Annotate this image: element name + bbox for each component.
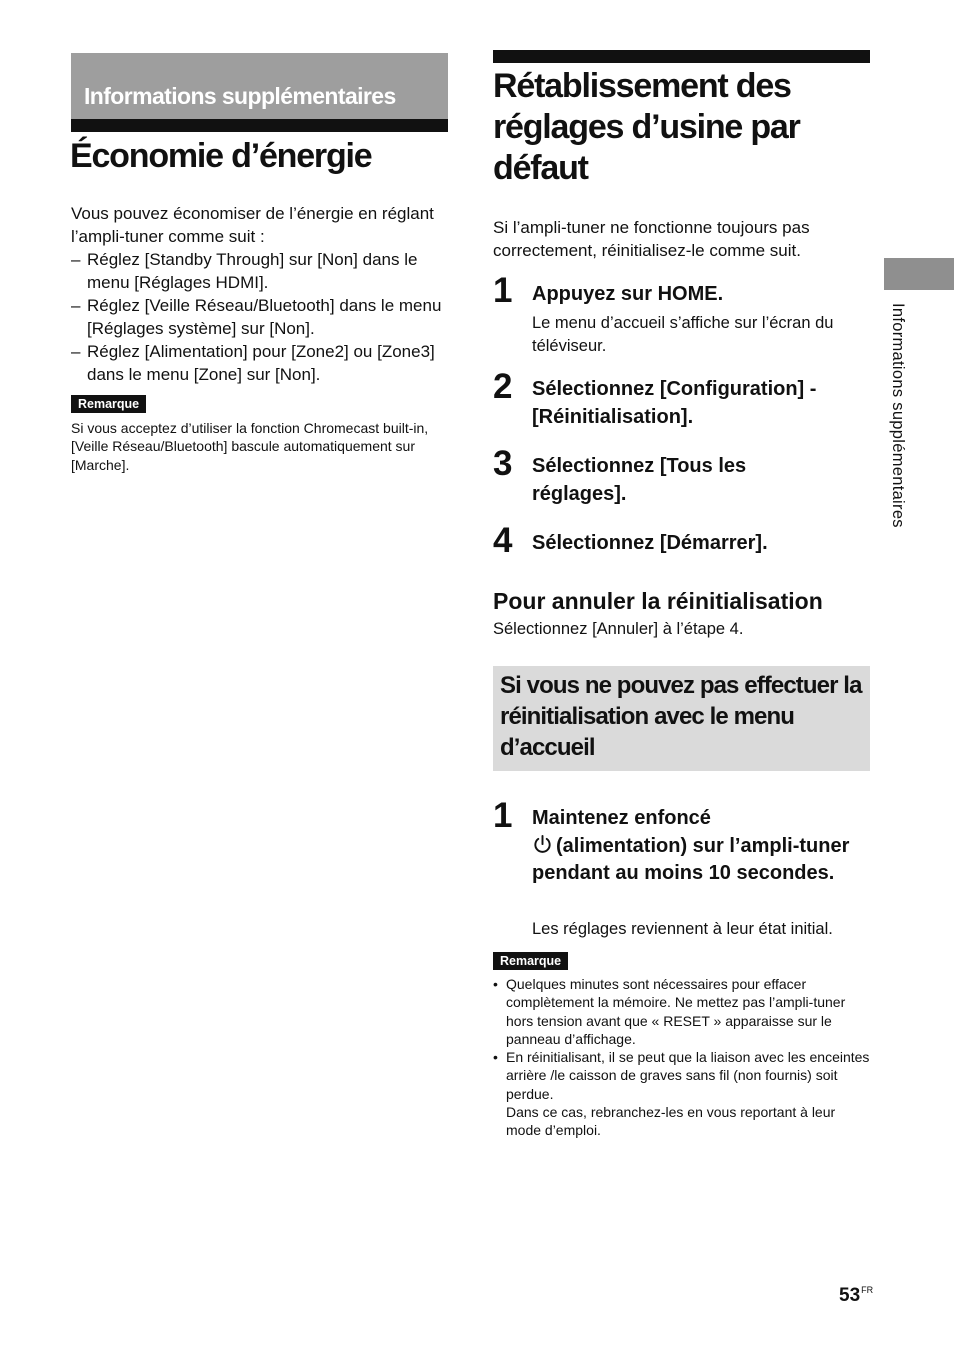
step-description: Les réglages reviennent à leur état initial.	[532, 920, 833, 938]
side-tab-marker	[884, 258, 954, 290]
remark-badge: Remarque	[71, 395, 146, 413]
step-description: Le menu d’accueil s’affiche sur l’écran du téléviseur.	[532, 314, 834, 355]
remark-text: Si vous acceptez d’utiliser la fonction Chromecast built-in, [Veille Réseau/Bluetooth] bascule automatiquement sur [Marche].	[71, 420, 429, 473]
step-title	[532, 805, 852, 888]
list-item	[493, 975, 870, 1048]
title-rule	[493, 50, 870, 63]
energy-saving-intro: Vous pouvez économiser de l’énergie en réglant l’ampli-tuner comme suit :	[71, 204, 434, 246]
step-title: Sélectionnez [Tous les réglages].	[532, 455, 747, 505]
list-item	[71, 294, 451, 340]
cancel-reset-heading: Pour annuler la réinitialisation	[493, 588, 823, 614]
step-title: Sélectionnez [Démarrer].	[532, 532, 768, 554]
factory-reset-intro: Si l’ampli-tuner ne fonctionne toujours pas correctement, réinitialisez-le comme suit.	[493, 218, 810, 260]
section-header-band	[71, 53, 448, 119]
list-item	[493, 1048, 870, 1139]
step-number: 1	[493, 271, 513, 310]
step-number: 2	[493, 367, 513, 406]
page-number-value: 53	[839, 1285, 861, 1306]
list-item-text: Réglez [Alimentation] pour [Zone2] ou [Zone3] dans le menu [Zone] sur [Non].	[87, 342, 435, 384]
bullet-marker: •	[493, 976, 498, 992]
home-menu-fallback-box	[493, 666, 870, 771]
side-tab-label: Informations supplémentaires	[889, 303, 907, 528]
list-item	[71, 248, 451, 294]
list-item-text: Réglez [Veille Réseau/Bluetooth] dans le menu [Réglages système] sur [Non].	[87, 296, 442, 338]
power-icon	[532, 834, 553, 855]
page-number	[839, 1285, 873, 1307]
home-menu-fallback-title: Si vous ne pouvez pas effectuer la réinitialisation avec le menu d’accueil	[500, 672, 862, 761]
step-number: 3	[493, 444, 513, 483]
energy-saving-list	[71, 248, 451, 386]
section-header-label: Informations supplémentaires	[84, 83, 396, 109]
step-title: Appuyez sur HOME.	[532, 283, 724, 305]
cancel-reset-text: Sélectionnez [Annuler] à l’étape 4.	[493, 620, 744, 638]
remark-badge: Remarque	[493, 952, 568, 970]
bullet-marker: •	[493, 1049, 498, 1066]
dash-marker: –	[71, 296, 81, 315]
remark-list	[493, 975, 870, 1140]
list-item-text: En réinitialisant, il se peut que la liaison avec les enceintes arrière /le caisson de graves sans fil (non fournis) soit perdue.	[506, 1049, 870, 1102]
step-title: Sélectionnez [Configuration] - [Réinitialisation].	[532, 378, 817, 428]
list-item-text: Quelques minutes sont nécessaires pour effacer complètement la mémoire. Ne mettez pas l’ampli-tuner hors tension avant que « RESET » apparaisse sur le panneau d’affichage.	[506, 976, 846, 1047]
list-item-extra-text: Dans ce cas, rebranchez-les en vous reportant à leur mode d’emploi.	[506, 1104, 836, 1139]
section-header-rule	[71, 119, 448, 132]
step-title-part: Maintenez enfoncé	[532, 807, 711, 829]
energy-saving-title: Économie d’énergie	[70, 137, 372, 175]
dash-marker: –	[71, 250, 81, 269]
step-title-part: (alimentation) sur l’ampli-tuner pendant au moins 10 secondes.	[532, 834, 850, 884]
dash-marker: –	[71, 342, 81, 361]
factory-reset-title: Rétablissement des réglages d’usine par défaut	[493, 67, 800, 187]
list-item	[71, 340, 451, 386]
step-number: 1	[493, 796, 513, 835]
list-item-text: Réglez [Standby Through] sur [Non] dans le menu [Réglages HDMI].	[87, 250, 418, 292]
page-language-code: FR	[861, 1285, 874, 1295]
step-number: 4	[493, 521, 513, 560]
